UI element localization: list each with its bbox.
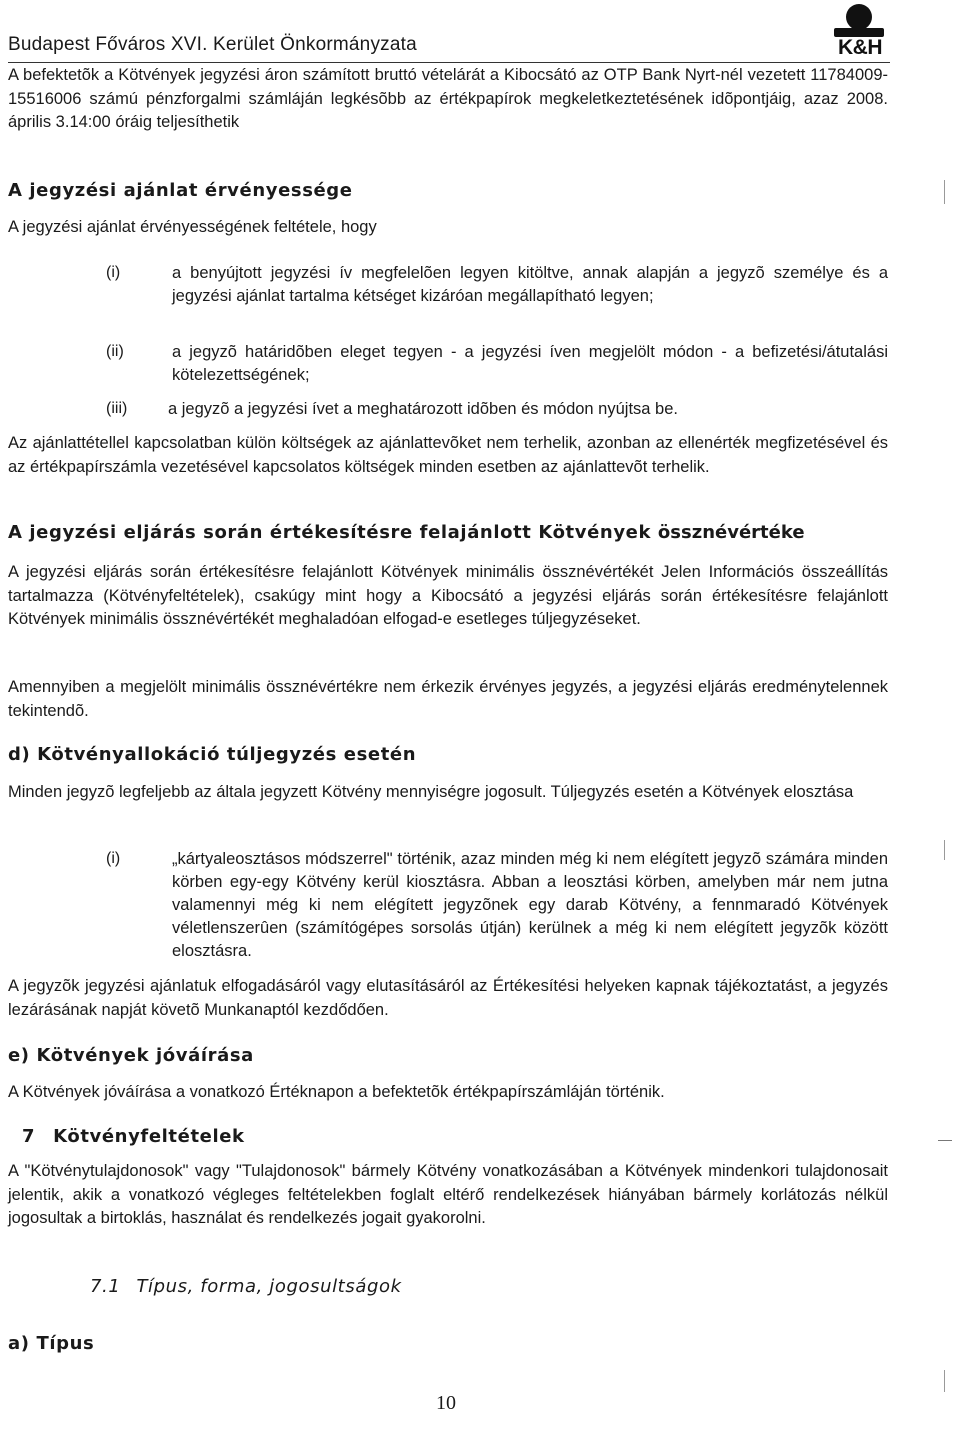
allocation-paragraph-2: A jegyzõk jegyzési ajánlatuk elfogadásáról vagy elutasításáról az Értékesítési helyeken kapnak tájékoztatást, a jegyzés lezárásának napját követõ Munkanaptól kezdődően. (8, 977, 888, 1019)
nominal-heading (8, 522, 805, 543)
allocation-item-text: „kártyaleosztásos módszerrel" történik, azaz minden még ki nem elégített jegyzõ számára minden körben egy-egy Kötvény kerül kiosztásra. Abban a leosztási körben, amelyben már nem jutna valamennyi még ki nem elégített jegyzõnek egy darab Kötvény, a fennmaradó Kötvények véletlenszerûen (számítógépes sorsolás útján) kerülnek a még ki nem elégített jegyzõk között elosztásra. (172, 850, 888, 960)
nominal-paragraph-1: A jegyzési eljárás során értékesítésre felajánlott Kötvények minimális össznévértékét Jelen Információs összeállítás tartalmazza (Kötvényfeltételek), csakúgy mint hogy a Kibocsátó a jegyzési eljárás során értékesítésre felajánlott Kötvények minimális össznévértékét meghaladóan elfogad-e esetleges túljegyzéseket. (8, 563, 888, 628)
page-number: 10 (436, 1392, 456, 1414)
list-item-text: a jegyzõ a jegyzési ívet a meghatározott idõben és módon nyújtsa be. (168, 400, 678, 418)
header-rule (8, 62, 890, 63)
crediting-paragraph: A Kötvények jóváírása a vonatkozó Értéknapon a befektetõk értékpapírszámláján történik. (8, 1083, 665, 1101)
terms-heading-text: Kötvényfeltételek (53, 1126, 245, 1147)
list-item-text: a benyújtott jegyzési ív megfelelõen legyen kitöltve, annak alapján a jegyzõ személye és a jegyzési ajánlat tartalma kétséget kizáróan megállapítható legyen; (172, 264, 888, 305)
scan-edge-mark (944, 180, 945, 204)
allocation-paragraph-1: Minden jegyzõ legfeljebb az általa jegyzett Kötvény mennyiségre jogosult. Túljegyzés esetén a Kötvények elosztása (8, 783, 854, 801)
kh-logo (820, 4, 900, 60)
validity-lead: A jegyzési ajánlat érvényességének feltétele, hogy (8, 218, 377, 236)
nominal-paragraph-2: Amennyiben a megjelölt minimális össznévértékre nem érkezik érvényes jegyzés, a jegyzési eljárás eredménytelennek tekintendõ. (8, 678, 888, 720)
costs-paragraph: Az ajánlattétellel kapcsolatban külön költségek az ajánlattevõket nem terhelik, azonban az ellenérték megfizetésével és az értékpapírszámla vezetésével kapcsolatos költségek minden esetben az ajánlattevõt terhelik. (8, 434, 888, 476)
validity-heading: A jegyzési ajánlat érvényessége (8, 180, 353, 201)
terms-heading (22, 1126, 245, 1147)
nominal-heading-text: A jegyzési eljárás során értékesítésre felajánlott Kötvények (8, 522, 652, 543)
list-item-number: (i) (106, 264, 121, 281)
subsection-heading (90, 1276, 402, 1297)
subsection-title: Típus, forma, jogosultságok (136, 1276, 402, 1297)
list-item-number: (ii) (106, 343, 124, 360)
terms-paragraph: A "Kötvénytulajdonosok" vagy "Tulajdonosok" bármely Kötvény vonatkozásában a Kötvények mindenkori tulajdonosait jelentik, akik a vonatkozó végleges feltételekben foglalt eltérő rendelkezések hiányában bármely korlátozás nélkül jogosultak a birtoklás, használat és rendelkezés jogait gyakorolni. (8, 1162, 888, 1227)
scan-edge-mark (938, 1140, 952, 1141)
scan-edge-mark (944, 1370, 945, 1392)
terms-heading-number: 7 (22, 1126, 36, 1147)
logo-text: K&H (838, 36, 882, 59)
type-heading: a) Típus (8, 1333, 95, 1354)
subsection-number: 7.1 (90, 1276, 121, 1297)
issuer-name: Budapest Főváros XVI. Kerület Önkormányzata (8, 34, 417, 55)
list-item-number: (iii) (106, 400, 128, 417)
allocation-heading: d) Kötvényallokáció túljegyzés esetén (8, 744, 417, 765)
logo-ball-icon (846, 4, 872, 30)
scan-edge-mark (944, 840, 945, 860)
payment-paragraph: A befektetõk a Kötvények jegyzési áron számított bruttó vételárát a Kibocsátó az OTP Bank Nyrt-nél vezetett 11784009-15516006 számú pénzforgalmi számláján legkésõbb az értékpapírok megkeletkeztetésének idõpontjáig, azaz 2008. április 3.14:00 óráig teljesíthetik (8, 66, 888, 131)
list-item-text: a jegyzõ határidõben eleget tegyen - a jegyzési íven megjelölt módon - a befizetési/átutalási kötelezettségének; (172, 343, 888, 384)
nominal-heading-bold: össznévértéke (657, 522, 805, 543)
list-item-number: (i) (106, 850, 121, 867)
crediting-heading: e) Kötvények jóváírása (8, 1045, 254, 1066)
